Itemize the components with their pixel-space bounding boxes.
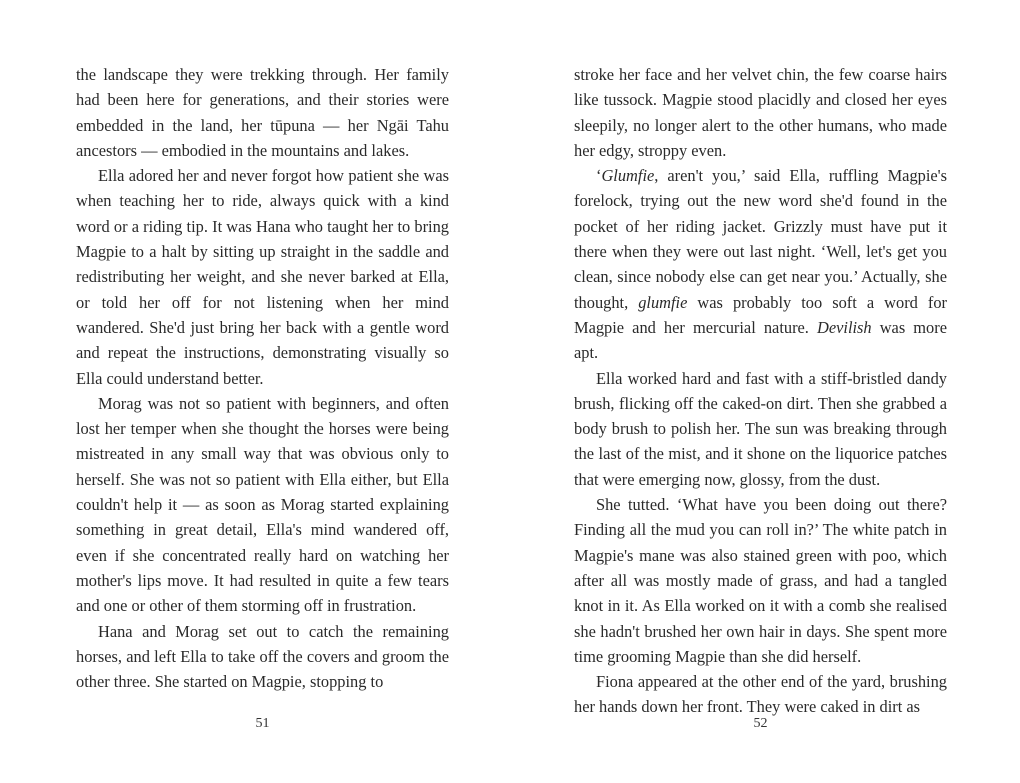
page-number: 51 <box>255 716 270 731</box>
paragraph <box>574 163 947 365</box>
paragraph: stroke her face and her velvet chin, the few coarse hairs like tussock. Magpie stood placidly and closed her eyes sleepily, no longer alert to the other humans, who made her edgy, stroppy even. <box>574 65 947 160</box>
italic-word: glumfie <box>638 292 688 312</box>
paragraph: Ella adored her and never forgot how patient she was when teaching her to ride, always quick with a kind word or a riding tip. It was Hana who taught her to bring Magpie to a halt by sitting up straight in the saddle and redistributing her weight, and she never barked at Ella, or told her off for not listening when her mind wandered. She'd just bring her back with a gentle word and repeat the instructions, demonstrating visually so Ella could understand better. <box>76 166 449 388</box>
right-page <box>510 0 1020 783</box>
paragraph: Ella worked hard and fast with a stiff-bristled dandy brush, flicking off the caked-on dirt. Then she grabbed a body brush to polish her. The sun was breaking through the last of the mist, and it shone on the liquorice patches that were emerging now, glossy, from the dust. <box>574 368 947 489</box>
paragraph: She tutted. ‘What have you been doing out there? Finding all the mud you can roll in?’ The white patch in Magpie's mane was also stained green with poo, which after all was mostly made of grass, and had a tangled knot in it. As Ella worked on it with a comb she realised she hadn't brushed her own hair in days. She spent more time grooming Magpie than she did herself. <box>574 495 947 666</box>
text-run: was probably too soft a word for Magpie and her mercurial nature. <box>574 292 947 337</box>
paragraph: the landscape they were trekking through. Her family had been here for generations, and their stories were embedded in the land, her tūpuna — her Ngāi Tahu ancestors — embodied in the mountains and lakes. <box>76 65 449 160</box>
text-run: , aren't you,’ said Ella, ruffling Magpie's forelock, trying out the new word she'd found in the pocket of her riding jacket. Grizzly must have put it there when they were out last night. ‘Well, let's get you clean, since nobody else can get near you.’ Actually, she thought, <box>574 166 947 312</box>
paragraph: Fiona appeared at the other end of the yard, brushing her hands down her front. They were caked in dirt as <box>574 672 947 717</box>
italic-word: Devilish <box>817 317 872 337</box>
paragraph: Morag was not so patient with beginners, and often lost her temper when she thought the horses were being mistreated in any small way that was obvious only to herself. She was not so patient with Ella either, but Ella couldn't help it — as soon as Morag started explaining something in great detail, Ella's mind wandered off, even if she concentrated really hard on watching her mother's lips move. It had resulted in quite a few tears and one or other of them storming off in frustration. <box>76 393 449 616</box>
italic-word: Glumfie <box>601 166 655 186</box>
right-page-text <box>574 62 947 720</box>
paragraph: Hana and Morag set out to catch the remaining horses, and left Ella to take off the covers and groom the other three. She started on Magpie, stopping to <box>76 621 449 692</box>
text-run: ‘ <box>596 166 602 186</box>
text-run: was more apt. <box>574 317 947 363</box>
page-number: 52 <box>753 716 768 731</box>
left-page-text <box>76 62 449 694</box>
